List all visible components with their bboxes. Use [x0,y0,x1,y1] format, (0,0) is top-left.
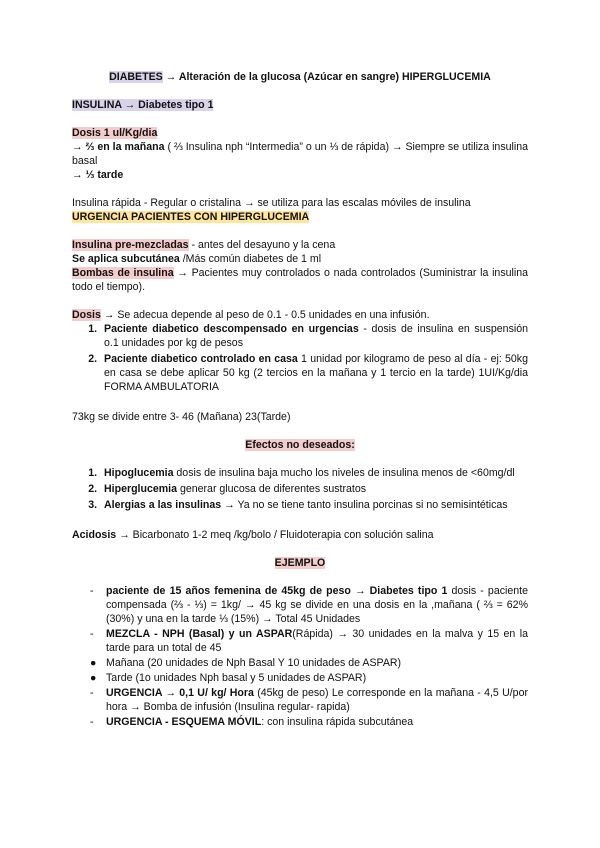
bombas-line: Bombas de insulina → Pacientes muy controlados o nada controlados (Suministrar la insulina todo el tiempo). [72,267,528,293]
efectos-heading: Efectos no deseados: [245,439,355,451]
insulina-heading: INSULINA → Diabetes tipo 1 [72,99,214,111]
list-item: 2. Hiperglucemia generar glucosa de diferentes sustratos [100,482,528,496]
list-marker: - [90,716,94,728]
dosis-line-morning: → ⅔ en la mañana ( ⅔ Insulina nph “Intermedia” o un ⅓ de rápida) → Siempre se utiliza insulina basal [72,141,529,167]
list-marker: - [90,585,94,597]
ejemplo-heading: EJEMPLO [274,557,326,569]
ejemplo-list [72,584,528,729]
subcutanea-line: Se aplica subcutánea /Más común diabetes de 1 ml [72,253,322,265]
document-title [72,70,528,84]
insulina-rapida-text: Insulina rápida - Regular o cristalina → se utiliza para las escalas móviles de insulina [72,197,471,209]
list-item: ● Tarde (1o unidades Nph basal y 5 unidades de ASPAR) [90,672,367,684]
list-item: 1. Paciente diabetico descompensado en urgencias - dosis de insulina en suspensión o.1 unidades por kg de pesos [100,322,528,350]
dosis-line-afternoon: → ⅓ tarde [72,169,124,181]
urgencia-heading: URGENCIA PACIENTES CON HIPERGLUCEMIA [72,211,310,223]
list-item: 3. Alergias a las insulinas → Ya no se tiene tanto insulina porcinas si no semisintéticas [100,498,528,512]
efectos-list [72,466,528,512]
list-marker: ● [90,657,97,669]
acidosis-line: Acidosis → Bicarbonato 1-2 meq /kg/bolo / Fluidoterapia con solución salina [72,529,434,541]
document-page [72,70,528,730]
list-item: 2. Paciente diabetico controlado en casa 1 unidad por kilogramo de peso al día - ej: 50kg en casa se debe aplicar 50 kg (2 tercios en la mañana y 1 tercio en la tarde) 1UI/Kg/dia FORMA AMBULATORIA [100,352,528,394]
dosis-list [72,322,528,394]
list-item: ● Mañana (20 unidades de Nph Basal Y 10 unidades de ASPAR) [90,657,402,669]
premezcladas-line: Insulina pre-mezcladas - antes del desayuno y la cena [72,239,336,251]
list-marker: ● [90,672,97,684]
dosis-heading: Dosis 1 ul/Kg/dia [72,127,158,139]
list-item: - MEZCLA - NPH (Basal) y un ASPAR(Rápida) → 30 unidades en la malva y 15 en la tarde para un total de 45 [90,628,528,654]
title-rest: → Alteración de la glucosa (Azúcar en sangre) HIPERGLUCEMIA [162,71,491,83]
list-marker: - [90,628,94,640]
list-marker: - [90,687,94,699]
kg73-line: 73kg se divide entre 3- 46 (Mañana) 23(Tarde) [72,411,291,423]
list-item: 1. Hipoglucemia dosis de insulina baja mucho los niveles de insulina menos de <60mg/dl [100,466,528,480]
title-diabetes: DIABETES [109,71,163,83]
list-item: - URGENCIA → 0,1 U/ kg/ Hora (45kg de peso) Le corresponde en la mañana - 4,5 U/por hora → Bomba de infusión (Insulina regular- rapida) [90,687,528,713]
dosis-adecua-line: Dosis → Se adecua depende al peso de 0.1 - 0.5 unidades en una infusión. [72,309,430,321]
list-item: - URGENCIA - ESQUEMA MÓVIL: con insulina rápida subcutánea [90,716,414,728]
list-item: - paciente de 15 años femenina de 45kg de peso → Diabetes tipo 1 dosis - paciente compensada (⅔ - ⅓) = 1kg/ → 45 kg se divide en una dosis en la ,mañana ( ⅔ = 62% (30%) y una en la tarde ⅓ (15%) → Total 45 Unidades [90,585,528,625]
